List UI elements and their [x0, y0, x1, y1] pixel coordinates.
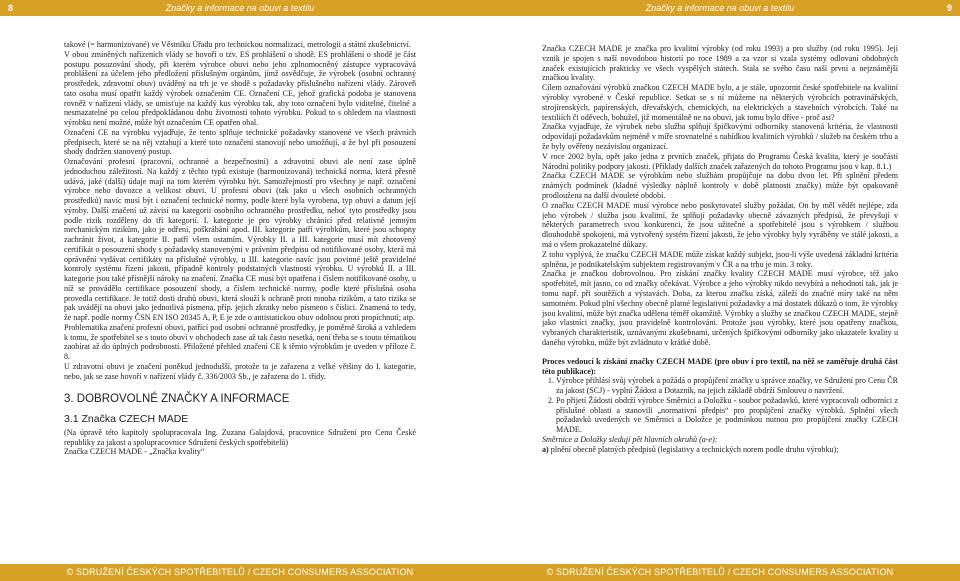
right-paragraph: O značku CZECH MADE musí výrobce nebo poskytovatel služby požádat. On by měl vědět nejlépe, zda jeho výrobek / služba jsou kvalitní, že splňují požadavky obecně závazných předpisů, že převyšují v některých parametrech svou konkurenci, že jsou užitečné a spotřebitelé jsou s výrobkem / službou dlouhodobě spokojeni, má vytvořený systém řízení jakosti, že jeho výrobky byly vyráběny ve stálé jakosti, a má o všem prokazatelné důkazy.: [542, 200, 898, 249]
right-paragraph: Značka CZECH MADE je značka pro kvalitní výrobky (od roku 1993) a pro služby (od roku 1995). Její vznik je spojen s naší novodobou historií po roce 1989 a za vzor si vzala systémy odlovaní obdobných značek existujících prakticky ve všech vyspělých státech. Stala se svého času naší první a nejznámější značkou kvality.: [542, 44, 898, 83]
left-paragraph: Označení CE na výrobku vyjadřuje, že tento splňuje technické požadavky stanovené ve všech právních předpisech, které se na něj vztahují a které toto označení stanovují nebo umožňují, a že byl při posouzení shody dodržen stanovený postup.: [64, 127, 416, 157]
subsection-heading: 3.1 Značka CZECH MADE: [64, 413, 189, 425]
left-paragraph: V obou zmíněných nařízeních vlády se hovoří o tzv. ES prohlášení o shodě. ES prohlášení o shodě je část postupu posuzování shody, při kterém výrobce obuvi nebo jeho zplnomocněný zástupce vypracovává prohlášení za účelem jeho předložení příslušným orgánům, jímž osvědčuje, že výrobek (osobní ochranný prostředek, zdravotní obuv) uváděný na trh je ve shodě s požadavky příslušného nařízení vlády. Zároveň tato osoba musí opatřit každý výrobek označením CE. Označení CE, jehož grafická podoba je stanovena rovněž v nařízení vlády, se umisťuje na každý kus výrobku tak, aby toto označení bylo viditelné, čitelné a nesmazatelné po celou předpokládanou dobu životnosti tohoto výrobku. Pokud to s ohledem na vlastnosti výrobku není možné, může být označením CE opatřen obal.: [64, 49, 416, 127]
right-body: [542, 44, 898, 559]
alpha-text: plnění obecně platných předpisů (legislativy a technických norem podle druhu výrobku);: [550, 444, 839, 454]
left-footer-bar: [0, 564, 480, 581]
left-header-bar: [0, 0, 480, 16]
left-header-title: Značky a informace na obuvi a textilu: [165, 3, 315, 13]
section-heading: 3. DOBROVOLNÉ ZNAČKY A INFORMACE: [64, 393, 290, 406]
right-paragraph: Z toho vyplývá, že značku CZECH MADE může získat každý subjekt, jsou-li výše uvedená základní kritéria splněna, je podnikatelským subjektem registrovaným v ČR a na trhu je min. 3 roky.: [542, 249, 898, 269]
right-footer-bar: [480, 564, 960, 581]
left-page-number: 8: [8, 3, 14, 13]
right-paragraph: V roce 2002 byla, opět jako jedna z prvních značek, přijata do Programu Česká kvalita, který je součástí Národní politiky podpory jakosti. (Příklady dalších značek zařazených do tohoto Programu jsou v kap. 8.1.): [542, 151, 898, 171]
left-paragraph: takové (= harmonizované) ve Věstníku Úřadu pro technickou normalizaci, metrologii a státní zkušebnictví.: [64, 40, 411, 49]
left-paragraph: Problematika značení profesní obuvi, patřící pod osobní ochranné prostředky, je poměrně široká a vzhledem k tomu, že spotřebitel se s touto obuví v obchodech zase až tak často nesetká, není třeba se s touto tématikou zaobírat až do úplných podrobností. Přiložené přehled značení CE k těmto výrobkům je uveden v příloze č. 8.: [64, 322, 416, 361]
process-heading: Proces vedoucí k získání značky CZECH MADE (pro obuv i pro textil, na něž se zaměřuje druhá část této publikace):: [542, 356, 898, 376]
right-page: [480, 0, 960, 581]
left-body: [64, 40, 416, 559]
alpha-list-item: [542, 445, 898, 455]
directive-note: Směrnice a Doložky sledují pět hlavních okruhů (a-e):: [542, 435, 718, 445]
right-paragraph: Cílem označování výrobků značkou CZECH MADE bylo, a je stále, upozornit české spotřebitele na kvalitní výrobky vyrobené v České republice. Setkat se s ní můžeme na některých výrobcích potravinářských, strojírenských, papírenských, dřevařských, chemických, na elektrických a stavebních výrobcích. Také na textiliích či oděvech, bohužel, již momentálně ne na obuvi, jak tomu bylo dříve - proč asi?: [542, 83, 898, 122]
process-step: 2. Po přijetí Žádosti obdrží výrobce Směrnici a Doložku - soubor požadavků, které vypracovali odborníci z příslušné oblasti a stanovili „normativní předpis“ pro propůjčení značky výrobků. Splnění všech požadavků uvedených ve Směrnici a Doložce je podmínkou nutnou pro propůjčení značky CZECH MADE.: [556, 396, 898, 435]
process-steps-list: [542, 376, 898, 435]
left-paragraph: Označování profesní (pracovní, ochranné a bezpečnostní) a zdravotní obuvi ale není zase úplně jednoduchou záležitostí. Na každý z těchto typů existuje (harmonizovaná) technická norma, která přesně udává, jaké (další) údaje mají na tom kterém výrobku být. Samozřejmostí pro všechny je např. označení výrobce nebo dovozce a velikost obuvi. U profesní obuvi (tak jako u všech osobních ochranných prostředků) navíc musí být i označení technické normy, podle které byla vyrobena, typ obuvi a datum její výroby. Další značení už závisí na kategorii osobního ochranného prostředku, neboť tyto prostředky jsou podle rizik rozděleny do tří kategorií. I. kategorie je pro výrobky chránící před relativně jemným mechanickým rizikům, jako je odření, poškrábání apod. III. kategorie patří výrobkům, které jsou schopny zachránit život, a kategorie II. patří všem ostatním. Výrobky II. a III. kategorie musí mít zhotovený certifikát o posouzení shody s požadavky stanovenými v právním předpisu od notifikované osoby, která má oprávnění vydávat certifikáty na příslušné výrobky, u III. kategorie navíc jsou povinné ještě pravidelné kontroly systému řízení jakosti, případně kontroly podstatných vlastností výrobku. U výrobků II. a III. kategorie jsou také přísnější nároky na značení. Značka CE musí být opatřena i číslem notifikované osoby, u níž se provádělo certifikace posouzení shody, a číslem technické normy, podle které příslušná osoba provedla certifikace. Je totiž dosti druhů obuvi, která slouží k ochraně proti mnoha rizikům, a tato rizika se pak uvádějí na obuvi jako jednotlivá písmena, příp. jejich zkratky nebo písmeno s číslici. Znamená to tedy, že např. podle normy ČSN EN ISO 20345 A, P, E je zde o antistatickou obuv odolnou proti propíchnutí; atp.: [64, 157, 416, 322]
right-footer-text: © SDRUŽENÍ ČESKÝCH SPOTŘEBITELŮ / CZECH CONSUMERS ASSOCIATION: [546, 567, 894, 577]
subsection-paragraph: Značka CZECH MADE - „Značka kvality“: [64, 447, 205, 457]
right-paragraph: Značka CZECH MADE se výrobkům nebo službám propůjčuje na dobu dvou let. Při splnění předem známých podmínek (kladné výsledky náplně kontroly v době platnosti značky) může být opakovaně prodloužena na další dvouleté období.: [542, 171, 898, 200]
alpha-letter: a): [542, 444, 549, 454]
right-paragraph: Značka vyjadřuje, že výrobek nebo služba splňují špičkovými odborníky stanovená kritéria, že vlastnosti odpovídají požadavkům nejméně v míře srovnatelné s nabídkou kvalitních výrobků / služeb na českém trhu a že byly ověřeny nezávislou organizací.: [542, 122, 898, 151]
right-header-bar: [480, 0, 960, 16]
right-page-number: 9: [946, 3, 952, 13]
left-footer-text: © SDRUŽENÍ ČESKÝCH SPOTŘEBITELŮ / CZECH CONSUMERS ASSOCIATION: [66, 567, 414, 577]
process-step: 1. Výrobce přihlásí svůj výrobek a požádá o propůjčení značky u správce značky, ve Sdružení pro Cenu ČR za jakost (SCJ) - vyplní Žádost a Dotazník, na jejich základě obdrží Smlouvu o navržení.: [556, 376, 898, 396]
left-paragraph: U zdravotní obuvi je značení poněkud jednodušší, protože ta je zařazena z velké většiny do I. kategorie, nebo, jak se zase hovoří v nařízení vlády č. 336/2003 Sb., je zařazena do 1. třídy.: [64, 361, 416, 381]
right-header-title: Značky a informace na obuvi a textilu: [645, 3, 795, 13]
right-paragraph: Značka je značkou dobrovolnou. Pro získání značky kvality CZECH MADE musí výrobce, též jako spotřebitel, mít jasno, co od značky očekávat. Výrobce a jeho výrobky nikdo nevybírá a nehodnotí tak, jak je tomu např. při soutěžích a výstavách. Doba, za kterou značku získá, záleží do značné míry také na něm samotném. Pokud plní všechny obecně platné legislativní požadavky a má dostatek důkazů o tom, že výrobky jsou kvalitní, může být značka udělena téměř okamžitě. Výrobky a služby se značkou CZECH MADE, stejně jako vlastníci značky, jsou pravidelně kontrolováni. Protože jsou výrobky, které jsou opatřeny značkou, vybraných charakteristik, uznávanými zkušebnami, určených špičkovými odborníky jako ukazatele kvality u daného výrobku, může být zvládnuto v krátké době.: [542, 269, 898, 347]
subsection-paragraph: (Na úpravě této kapitoly spolupracovala Ing. Zuzana Galajdová, pracovnice Sdružení pro Cenu České republiky za jakost a spolupracovnice Sdružení českých spotřebitelů): [64, 427, 416, 447]
